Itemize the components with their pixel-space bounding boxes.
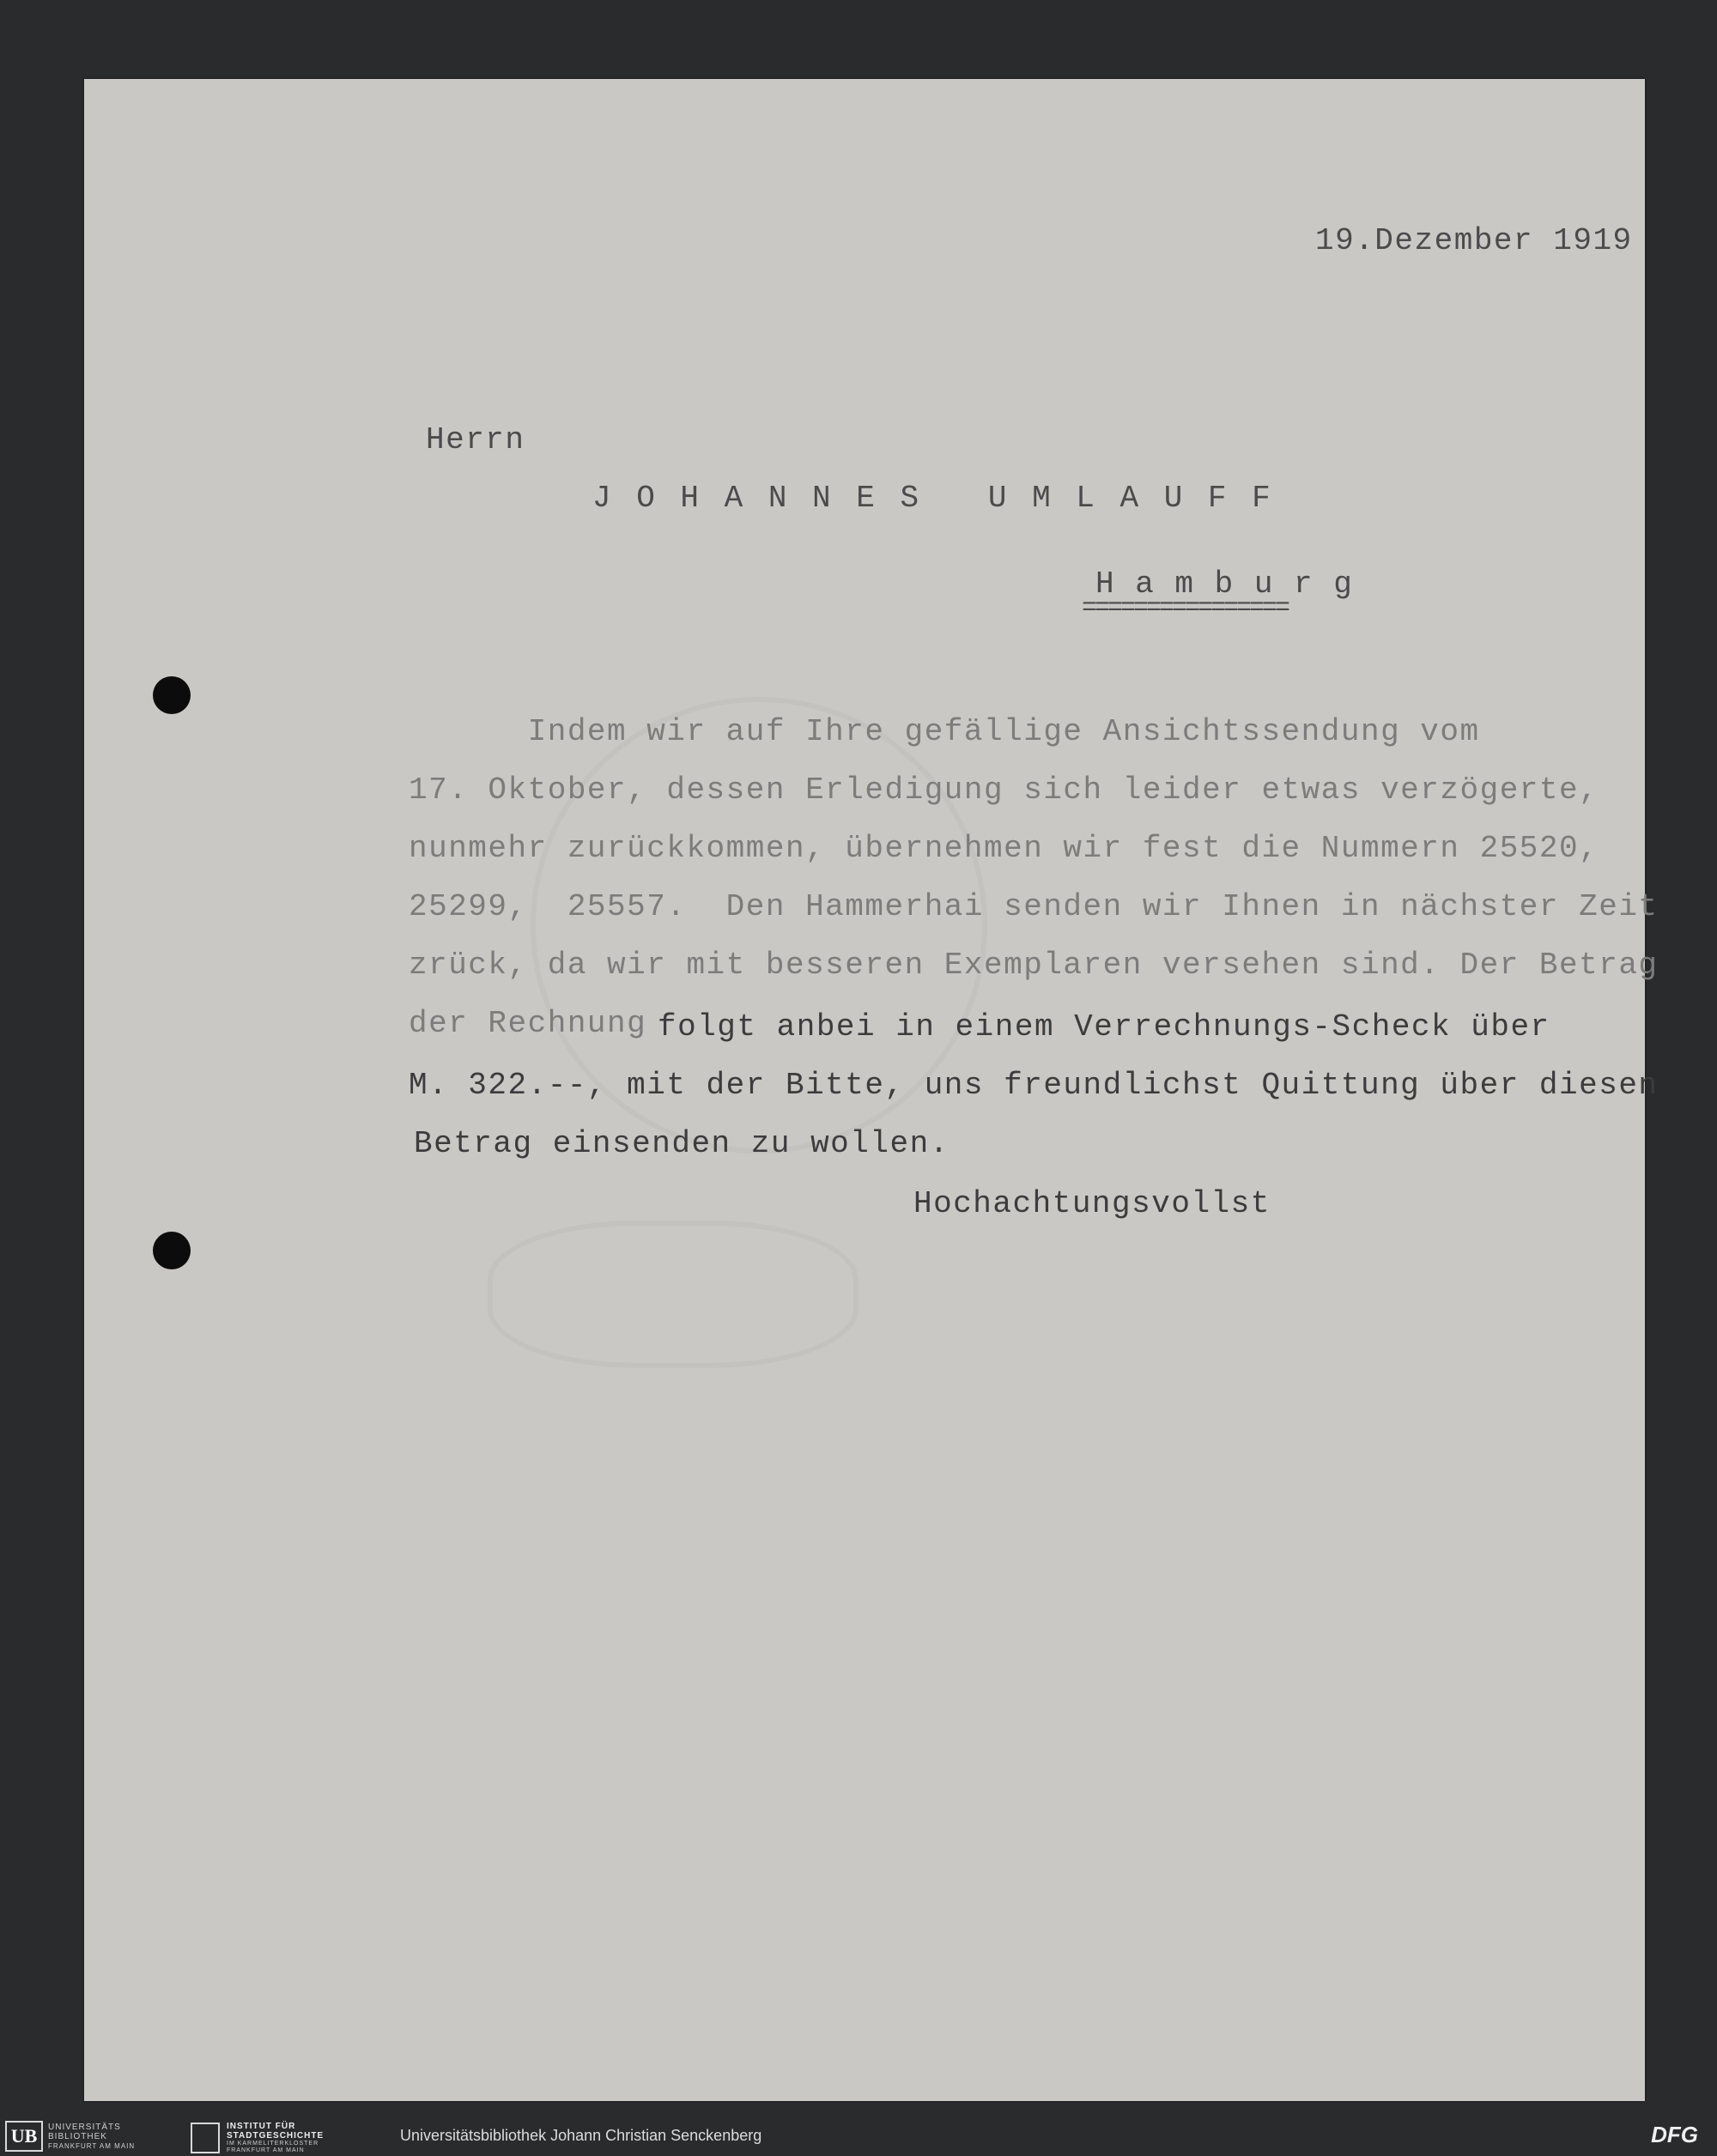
footer-bar bbox=[0, 2115, 1717, 2156]
isg-logo bbox=[191, 2122, 324, 2154]
body-line-5: zrück, da wir mit besseren Exemplaren versehen sind. Der Betrag bbox=[409, 948, 1659, 983]
body-line-1: Indem wir auf Ihre gefällige Ansichtssendung vom bbox=[409, 714, 1480, 749]
body-line-6-rest: folgt anbei in einem Verrechnungs-Scheck über bbox=[658, 1009, 1550, 1045]
body-line-3: nunmehr zurückkommen, übernehmen wir fest die Nummern 25520, bbox=[409, 831, 1599, 866]
body-line-2: 17. Oktober, dessen Erledigung sich leider etwas verzögerte, bbox=[409, 772, 1599, 808]
punch-hole-top bbox=[153, 676, 191, 714]
closing: Hochachtungsvollst bbox=[913, 1186, 1271, 1221]
isg-logo-text: INSTITUT FÜR STADTGESCHICHTE IM KARMELITERKLOSTER FRANKFURT AM MAIN bbox=[227, 2122, 325, 2153]
body-line-7: M. 322.--, mit der Bitte, uns freundlichst Quittung über diesen bbox=[409, 1068, 1659, 1103]
isg-logo-mark bbox=[191, 2123, 220, 2153]
body-line-4: 25299, 25557. Den Hammerhai senden wir Ihnen in nächster Zeit bbox=[409, 889, 1659, 924]
city-underline: ================ bbox=[1082, 594, 1289, 623]
body-line-8: Betrag einsenden zu wollen. bbox=[414, 1126, 950, 1161]
body-line-6-start: der Rechnung bbox=[409, 1006, 647, 1041]
recipient-city: H a m b u r g bbox=[1095, 566, 1354, 602]
dfg-logo: DFG bbox=[1651, 2122, 1698, 2147]
letter-date: 19.Dezember 1919 bbox=[1315, 223, 1633, 258]
ub-logo-mark: UB bbox=[5, 2121, 43, 2152]
ub-logo-text: UNIVERSITÄTS BIBLIOTHEK FRANKFURT AM MAIN bbox=[48, 2122, 136, 2150]
letter-sheet bbox=[84, 79, 1659, 2101]
salutation: Herrn bbox=[426, 422, 525, 457]
punch-hole-bottom bbox=[153, 1232, 191, 1269]
ub-logo bbox=[5, 2122, 135, 2151]
faint-stamp-2 bbox=[488, 1220, 858, 1368]
footer-caption: Universitätsbibliothek Johann Christian Senckenberg bbox=[400, 2127, 762, 2144]
recipient-name: J O H A N N E S U M L A U F F bbox=[592, 481, 1274, 516]
